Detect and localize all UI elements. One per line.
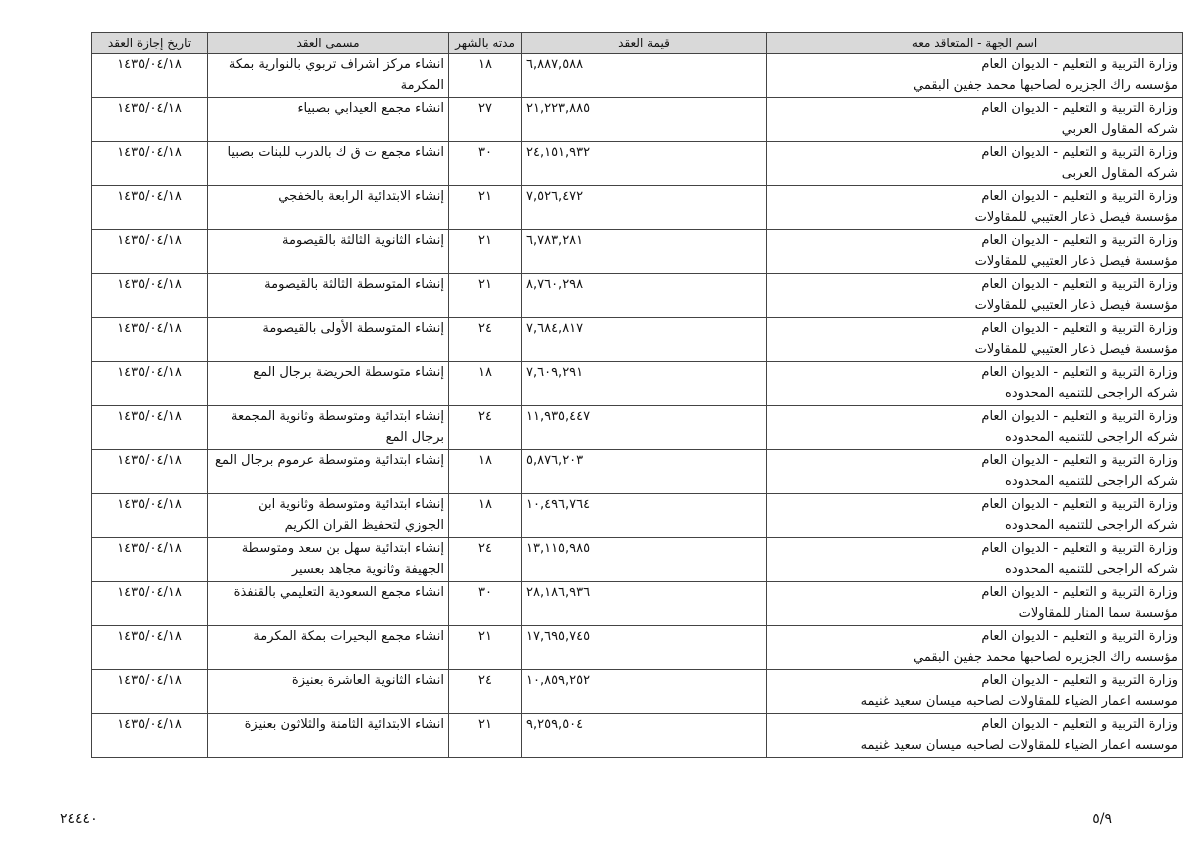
- cell-party-line-2: شركه الراجحى للتنميه المحدوده: [1005, 430, 1178, 445]
- cell-party: [767, 318, 1183, 362]
- cell-duration: [449, 538, 522, 582]
- cell-party: [767, 274, 1183, 318]
- cell-value: [522, 582, 767, 626]
- cell-value-line-1: ١٣,١١٥,٩٨٥: [526, 541, 591, 556]
- cell-party-line-2: شركه المقاول العربى: [1061, 166, 1178, 181]
- cell-party-line-1: وزارة التربية و التعليم - الديوان العام: [981, 629, 1178, 644]
- cell-value-line-1: ٧,٦٨٤,٨١٧: [526, 321, 584, 336]
- cell-party-line-1: وزارة التربية و التعليم - الديوان العام: [981, 585, 1178, 600]
- cell-party: [767, 626, 1183, 670]
- table-row: [92, 362, 1183, 406]
- cell-duration: [449, 186, 522, 230]
- cell-contract-name: [208, 318, 449, 362]
- cell-contract-name: [208, 406, 449, 450]
- cell-duration-line-1: ٣٠: [478, 585, 492, 600]
- table-row: [92, 54, 1183, 98]
- cell-party-line-2: مؤسسه راك الجزيره لصاحبها محمد جفين البقمي: [913, 650, 1178, 665]
- cell-party-line-1: وزارة التربية و التعليم - الديوان العام: [981, 673, 1178, 688]
- cell-duration-line-1: ١٨: [478, 497, 492, 512]
- cell-contract-name-line-1: إنشاء ابتدائية ومتوسطة وثانوية ابن: [258, 497, 444, 512]
- cell-contract-name-line-1: إنشاء متوسطة الحريضة برجال المع: [253, 365, 444, 380]
- cell-date: [92, 362, 208, 406]
- cell-value: [522, 318, 767, 362]
- cell-date: [92, 714, 208, 758]
- cell-date-line-1: ١٤٣٥/٠٤/١٨: [117, 453, 182, 468]
- cell-contract-name: [208, 494, 449, 538]
- table-header-row: [92, 33, 1183, 54]
- cell-contract-name-line-1: انشاء مجمع البحيرات بمكة المكرمة: [253, 629, 444, 644]
- cell-duration: [449, 494, 522, 538]
- cell-date-line-1: ١٤٣٥/٠٤/١٨: [117, 101, 182, 116]
- cell-value: [522, 186, 767, 230]
- cell-contract-name-line-2: الجهيفة وثانوية مجاهد بعسير: [291, 562, 444, 577]
- cell-value: [522, 98, 767, 142]
- cell-contract-name: [208, 142, 449, 186]
- cell-date: [92, 670, 208, 714]
- cell-duration-line-1: ٢١: [478, 629, 492, 644]
- cell-party-line-1: وزارة التربية و التعليم - الديوان العام: [981, 365, 1178, 380]
- table-row: [92, 274, 1183, 318]
- cell-contract-name-line-1: إنشاء ابتدائية ومتوسطة وثانوية المجمعة: [231, 409, 444, 424]
- cell-date-line-1: ١٤٣٥/٠٤/١٨: [117, 497, 182, 512]
- cell-value-line-1: ٧,٥٢٦,٤٧٢: [526, 189, 584, 204]
- cell-party-line-1: وزارة التربية و التعليم - الديوان العام: [981, 57, 1178, 72]
- cell-party: [767, 494, 1183, 538]
- cell-party-line-2: مؤسسة فيصل ذعار العتيبي للمقاولات: [974, 254, 1178, 269]
- cell-date: [92, 98, 208, 142]
- cell-party-line-2: شركه الراجحى للتنميه المحدوده: [1005, 518, 1178, 533]
- cell-contract-name: [208, 714, 449, 758]
- cell-duration-line-1: ٢٤: [478, 409, 492, 424]
- cell-party: [767, 142, 1183, 186]
- cell-duration-line-1: ٢١: [478, 277, 492, 292]
- cell-party-line-1: وزارة التربية و التعليم - الديوان العام: [981, 145, 1178, 160]
- cell-duration: [449, 98, 522, 142]
- cell-contract-name: [208, 582, 449, 626]
- cell-value: [522, 450, 767, 494]
- cell-contract-name: [208, 450, 449, 494]
- cell-date-line-1: ١٤٣٥/٠٤/١٨: [117, 277, 182, 292]
- cell-party-line-2: موسسه اعمار الضياء للمقاولات لصاحبه ميسان سعيد غنيمه: [860, 694, 1178, 709]
- cell-party-line-1: وزارة التربية و التعليم - الديوان العام: [981, 189, 1178, 204]
- cell-duration-line-1: ٢٤: [478, 673, 492, 688]
- cell-date-line-1: ١٤٣٥/٠٤/١٨: [117, 321, 182, 336]
- cell-duration: [449, 274, 522, 318]
- cell-value: [522, 714, 767, 758]
- table-row: [92, 582, 1183, 626]
- cell-date: [92, 142, 208, 186]
- table-row: [92, 670, 1183, 714]
- cell-contract-name-line-1: إنشاء المتوسطة الأولى بالقيصومة: [262, 321, 444, 336]
- cell-duration: [449, 318, 522, 362]
- cell-duration: [449, 670, 522, 714]
- header-date: تاريخ إجازة العقد: [92, 33, 208, 54]
- cell-party-line-2: شركه المقاول العربي: [1061, 122, 1178, 137]
- cell-date-line-1: ١٤٣٥/٠٤/١٨: [117, 189, 182, 204]
- cell-value: [522, 362, 767, 406]
- cell-value-line-1: ٨,٧٦٠,٢٩٨: [526, 277, 584, 292]
- cell-duration-line-1: ٢١: [478, 189, 492, 204]
- cell-value-line-1: ٢٤,١٥١,٩٣٢: [526, 145, 591, 160]
- cell-contract-name-line-1: انشاء الثانوية العاشرة بعنيزة: [291, 673, 444, 688]
- table-row: [92, 714, 1183, 758]
- cell-date: [92, 274, 208, 318]
- cell-value-line-1: ١٠,٤٩٦,٧٦٤: [526, 497, 591, 512]
- cell-party-line-2: شركه الراجحى للتنميه المحدوده: [1005, 474, 1178, 489]
- cell-value-line-1: ٢١,٢٢٣,٨٨٥: [526, 101, 591, 116]
- cell-party-line-2: شركه الراجحى للتنميه المحدوده: [1005, 562, 1178, 577]
- cell-party-line-2: مؤسسة فيصل ذعار العتيبي للمقاولات: [974, 342, 1178, 357]
- cell-duration: [449, 142, 522, 186]
- cell-value-line-1: ٧,٦٠٩,٢٩١: [526, 365, 584, 380]
- cell-duration-line-1: ٢٧: [478, 101, 492, 116]
- cell-duration-line-1: ١٨: [478, 57, 492, 72]
- cell-date-line-1: ١٤٣٥/٠٤/١٨: [117, 57, 182, 72]
- cell-party: [767, 98, 1183, 142]
- table-row: [92, 230, 1183, 274]
- table-row: [92, 538, 1183, 582]
- header-contract-name: مسمى العقد: [208, 33, 449, 54]
- cell-party-line-1: وزارة التربية و التعليم - الديوان العام: [981, 409, 1178, 424]
- table-row: [92, 626, 1183, 670]
- cell-party-line-2: مؤسسة سما المنار للمقاولات: [1018, 606, 1178, 621]
- cell-value-line-1: ٦,٨٨٧,٥٨٨: [526, 57, 584, 72]
- cell-date: [92, 538, 208, 582]
- cell-date-line-1: ١٤٣٥/٠٤/١٨: [117, 233, 182, 248]
- cell-party-line-1: وزارة التربية و التعليم - الديوان العام: [981, 541, 1178, 556]
- cell-party-line-1: وزارة التربية و التعليم - الديوان العام: [981, 717, 1178, 732]
- cell-party: [767, 362, 1183, 406]
- table-body: [92, 54, 1183, 758]
- cell-date-line-1: ١٤٣٥/٠٤/١٨: [117, 673, 182, 688]
- page-number: ٥/٩: [1092, 811, 1112, 827]
- table-row: [92, 406, 1183, 450]
- cell-contract-name-line-2: الجوزي لتحفيظ القران الكريم: [284, 518, 444, 533]
- cell-duration: [449, 450, 522, 494]
- cell-duration: [449, 230, 522, 274]
- cell-contract-name-line-1: إنشاء الثانوية الثالثة بالقيصومة: [282, 233, 444, 248]
- cell-party: [767, 582, 1183, 626]
- cell-date: [92, 626, 208, 670]
- cell-duration: [449, 714, 522, 758]
- cell-contract-name: [208, 362, 449, 406]
- cell-contract-name-line-1: انشاء الابتدائية الثامنة والثلاثون بعنيزة: [244, 717, 444, 732]
- cell-value-line-1: ٩,٢٥٩,٥٠٤: [526, 717, 584, 732]
- cell-value: [522, 54, 767, 98]
- cell-contract-name-line-1: انشاء مجمع ت ق ك بالدرب للبنات بصبيا: [227, 145, 444, 160]
- cell-contract-name: [208, 538, 449, 582]
- cell-contract-name: [208, 274, 449, 318]
- cell-contract-name: [208, 230, 449, 274]
- table-row: [92, 142, 1183, 186]
- cell-value: [522, 406, 767, 450]
- cell-party: [767, 670, 1183, 714]
- cell-party: [767, 54, 1183, 98]
- cell-value: [522, 538, 767, 582]
- cell-party-line-1: وزارة التربية و التعليم - الديوان العام: [981, 453, 1178, 468]
- cell-party: [767, 406, 1183, 450]
- table-row: [92, 98, 1183, 142]
- cell-date: [92, 450, 208, 494]
- cell-contract-name: [208, 98, 449, 142]
- cell-contract-name-line-1: إنشاء ابتدائية سهل بن سعد ومتوسطة: [241, 541, 444, 556]
- cell-duration: [449, 626, 522, 670]
- table-row: [92, 450, 1183, 494]
- header-party: اسم الجهة - المتعاقد معه: [767, 33, 1183, 54]
- cell-party-line-2: مؤسسة فيصل ذعار العتيبي للمقاولات: [974, 210, 1178, 225]
- cell-duration-line-1: ٢١: [478, 717, 492, 732]
- cell-duration-line-1: ٢٤: [478, 321, 492, 336]
- cell-value: [522, 626, 767, 670]
- cell-contract-name-line-2: برجال المع: [385, 430, 444, 445]
- cell-duration-line-1: ٢٤: [478, 541, 492, 556]
- cell-party: [767, 450, 1183, 494]
- cell-value: [522, 670, 767, 714]
- cell-contract-name-line-1: انشاء مجمع العيدابي بصبياء: [297, 101, 444, 116]
- cell-duration: [449, 582, 522, 626]
- cell-date: [92, 582, 208, 626]
- cell-value-line-1: ١١,٩٣٥,٤٤٧: [526, 409, 591, 424]
- cell-value-line-1: ١٠,٨٥٩,٢٥٢: [526, 673, 591, 688]
- cell-date-line-1: ١٤٣٥/٠٤/١٨: [117, 541, 182, 556]
- cell-party: [767, 714, 1183, 758]
- cell-party-line-2: شركه الراجحى للتنميه المحدوده: [1005, 386, 1178, 401]
- cell-duration: [449, 54, 522, 98]
- cell-value: [522, 142, 767, 186]
- cell-party-line-1: وزارة التربية و التعليم - الديوان العام: [981, 101, 1178, 116]
- cell-party-line-1: وزارة التربية و التعليم - الديوان العام: [981, 321, 1178, 336]
- cell-contract-name-line-1: إنشاء ابتدائية ومتوسطة عرموم برجال المع: [215, 453, 444, 468]
- cell-value-line-1: ٦,٧٨٣,٢٨١: [526, 233, 584, 248]
- cell-party-line-1: وزارة التربية و التعليم - الديوان العام: [981, 277, 1178, 292]
- cell-date: [92, 494, 208, 538]
- cell-value: [522, 230, 767, 274]
- cell-date: [92, 406, 208, 450]
- cell-contract-name-line-1: انشاء مجمع السعودية التعليمي بالقنفذة: [233, 585, 444, 600]
- cell-value-line-1: ٥,٨٧٦,٢٠٣: [526, 453, 584, 468]
- cell-contract-name: [208, 186, 449, 230]
- contracts-table: [91, 32, 1183, 758]
- document-number: ٢٤٤٤٠: [60, 811, 98, 827]
- cell-party-line-2: موسسه اعمار الضياء للمقاولات لصاحبه ميسان سعيد غنيمه: [860, 738, 1178, 753]
- cell-value-line-1: ١٧,٦٩٥,٧٤٥: [526, 629, 591, 644]
- cell-contract-name: [208, 670, 449, 714]
- cell-date-line-1: ١٤٣٥/٠٤/١٨: [117, 717, 182, 732]
- cell-date: [92, 318, 208, 362]
- cell-date: [92, 54, 208, 98]
- cell-value: [522, 494, 767, 538]
- table-row: [92, 318, 1183, 362]
- cell-party-line-2: مؤسسة فيصل ذعار العتيبي للمقاولات: [974, 298, 1178, 313]
- cell-value: [522, 274, 767, 318]
- cell-date: [92, 230, 208, 274]
- cell-duration-line-1: ٢١: [478, 233, 492, 248]
- header-duration: مدته بالشهر: [449, 33, 522, 54]
- cell-party-line-1: وزارة التربية و التعليم - الديوان العام: [981, 497, 1178, 512]
- cell-value-line-1: ٢٨,١٨٦,٩٣٦: [526, 585, 591, 600]
- cell-party: [767, 186, 1183, 230]
- cell-duration-line-1: ١٨: [478, 365, 492, 380]
- cell-duration-line-1: ١٨: [478, 453, 492, 468]
- cell-contract-name-line-1: إنشاء المتوسطة الثالثة بالقيصومة: [264, 277, 444, 292]
- cell-date-line-1: ١٤٣٥/٠٤/١٨: [117, 629, 182, 644]
- cell-contract-name: [208, 626, 449, 670]
- table-row: [92, 186, 1183, 230]
- cell-date-line-1: ١٤٣٥/٠٤/١٨: [117, 365, 182, 380]
- cell-contract-name-line-1: إنشاء الابتدائية الرابعة بالخفجي: [278, 189, 444, 204]
- cell-duration-line-1: ٣٠: [478, 145, 492, 160]
- table-row: [92, 494, 1183, 538]
- cell-party-line-1: وزارة التربية و التعليم - الديوان العام: [981, 233, 1178, 248]
- cell-party: [767, 538, 1183, 582]
- cell-party-line-2: مؤسسه راك الجزيره لصاحبها محمد جفين البقمي: [913, 78, 1178, 93]
- cell-date-line-1: ١٤٣٥/٠٤/١٨: [117, 145, 182, 160]
- cell-contract-name: [208, 54, 449, 98]
- header-value: قيمة العقد: [522, 33, 767, 54]
- cell-contract-name-line-1: انشاء مركز اشراف تربوي بالنوارية بمكة: [228, 57, 444, 72]
- cell-contract-name-line-2: المكرمة: [400, 78, 444, 93]
- cell-party: [767, 230, 1183, 274]
- cell-duration: [449, 362, 522, 406]
- cell-duration: [449, 406, 522, 450]
- cell-date-line-1: ١٤٣٥/٠٤/١٨: [117, 585, 182, 600]
- cell-date-line-1: ١٤٣٥/٠٤/١٨: [117, 409, 182, 424]
- cell-date: [92, 186, 208, 230]
